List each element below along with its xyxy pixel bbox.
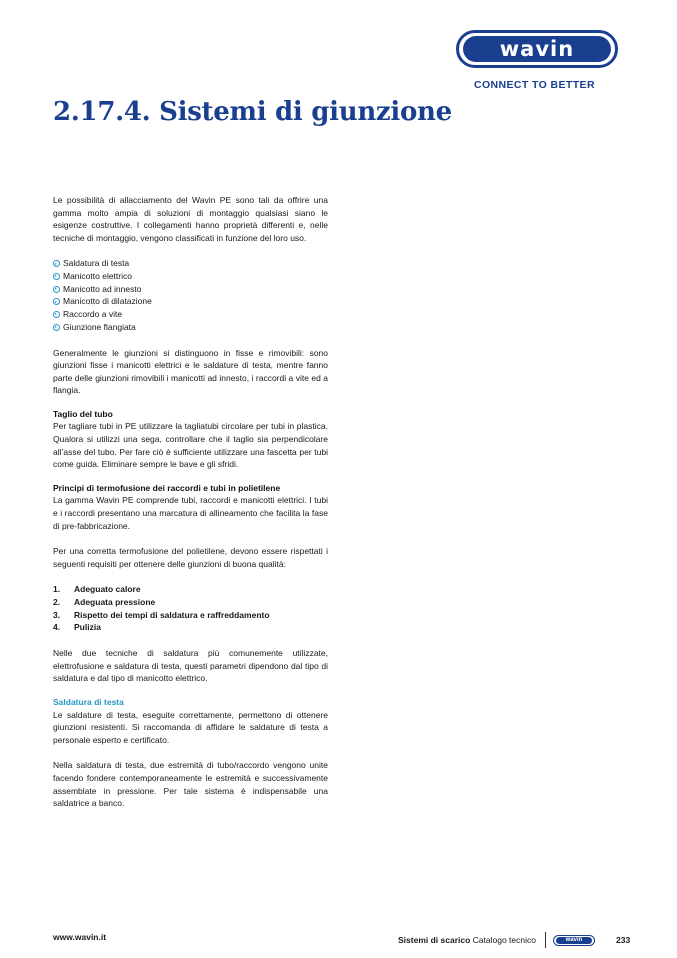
saldatura-paragraph-1: Le saldature di testa, eseguite correttamente, permettono di ottenere giunzioni resistenti. Si raccomanda di affidare le saldature di testa a personale esperto e certificato.	[53, 709, 328, 745]
list-item: Saldatura di testa	[53, 257, 328, 270]
joint-types-list	[53, 257, 328, 333]
requirements-intro: Per una corretta termofusione del polietilene, devono essere rispettati i seguenti requisiti per ottenere delle giunzioni di buona qualità:	[53, 546, 328, 569]
principi-paragraph: La gamma Wavin PE comprende tubi, raccordi e manicotti elettrici. I tubi e i raccordi presentano una marcatura di allineamento che facilita la fase di pre-fabbricazione.	[53, 495, 328, 531]
taglio-heading: Taglio del tubo	[53, 408, 113, 419]
arrow-circle-icon	[53, 311, 60, 318]
footer-website[interactable]: www.wavin.it	[53, 932, 107, 942]
footer-catalog: Catalogo tecnico	[470, 935, 536, 945]
requirements-list	[53, 583, 328, 634]
arrow-circle-icon	[53, 286, 60, 293]
list-item: Manicotto di dilatazione	[53, 295, 328, 308]
arrow-circle-icon	[53, 273, 60, 280]
arrow-circle-icon	[53, 324, 60, 331]
wavin-logo-text: wavin	[463, 36, 611, 62]
list-item: 3. Rispetto dei tempi di saldatura e raffreddamento	[53, 609, 270, 620]
list-item: 4. Pulizia	[53, 622, 101, 633]
main-content	[53, 194, 328, 810]
parameters-paragraph: Nelle due tecniche di saldatura più comunemente utilizzate, elettrofusione e saldatura di testa, questi parametri dipendono dal tipo di saldatura e dal tipo di manicotto elettrico.	[53, 648, 328, 684]
footer-info	[398, 932, 630, 948]
list-item: Manicotto elettrico	[53, 270, 328, 283]
footer-divider	[545, 932, 546, 948]
principi-heading: Principi di termofusione dei raccordi e tubi in polietilene	[53, 482, 281, 493]
page-title: 2.17.4. Sistemi di giunzione	[53, 97, 452, 127]
list-item: 2. Adeguata pressione	[53, 597, 156, 608]
arrow-circle-icon	[53, 260, 60, 267]
list-item: Raccordo a vite	[53, 308, 328, 321]
arrow-circle-icon	[53, 298, 60, 305]
wavin-logo	[456, 30, 618, 68]
page-number: 233	[615, 935, 631, 945]
saldatura-heading: Saldatura di testa	[53, 696, 124, 707]
footer-section: Sistemi di scarico	[398, 935, 471, 945]
footer-wavin-logo: wavin	[553, 935, 595, 946]
list-item: Manicotto ad innesto	[53, 283, 328, 296]
taglio-paragraph: Per tagliare tubi in PE utilizzare la tagliatubi circolare per tubi in plastica. Qualora si utilizzi una sega, controllare che il taglio sia perpendicolare all’asse del tubo. Per fare ciò è sufficiente utilizzare una fascetta per tubi come guida. Eliminare sempre le bave e gli sfridi.	[53, 421, 328, 470]
intro-paragraph: Le possibilità di allacciamento del Wavin PE sono tali da offrire una gamma molto ampia di soluzioni di montaggio qualsiasi siano le esigenze costruttive. I collegamenti hanno proprietà differenti e, nelle tecniche di montaggio, vengono classificati in funzione del loro uso.	[53, 195, 328, 243]
brand-tagline: CONNECT TO BETTER	[474, 79, 595, 91]
list-item: Giunzione flangiata	[53, 321, 328, 334]
list-item: 1. Adeguato calore	[53, 584, 141, 595]
joints-paragraph: Generalmente le giunzioni si distinguono in fisse e rimovibili: sono giunzioni fisse i manicotti elettrici e le saldature di testa, mentre fanno parte delle giunzioni rimovibili i manicotti ad innesto, i raccordi a vite ed a flangia.	[53, 347, 328, 396]
saldatura-paragraph-2: Nella saldatura di testa, due estremità di tubo/raccordo vengono unite facendo fondere contemporaneamente le estremità e successivamente assemblate in pressione. Per tale sistema è indispensabile una saldatrice a banco.	[53, 760, 328, 809]
